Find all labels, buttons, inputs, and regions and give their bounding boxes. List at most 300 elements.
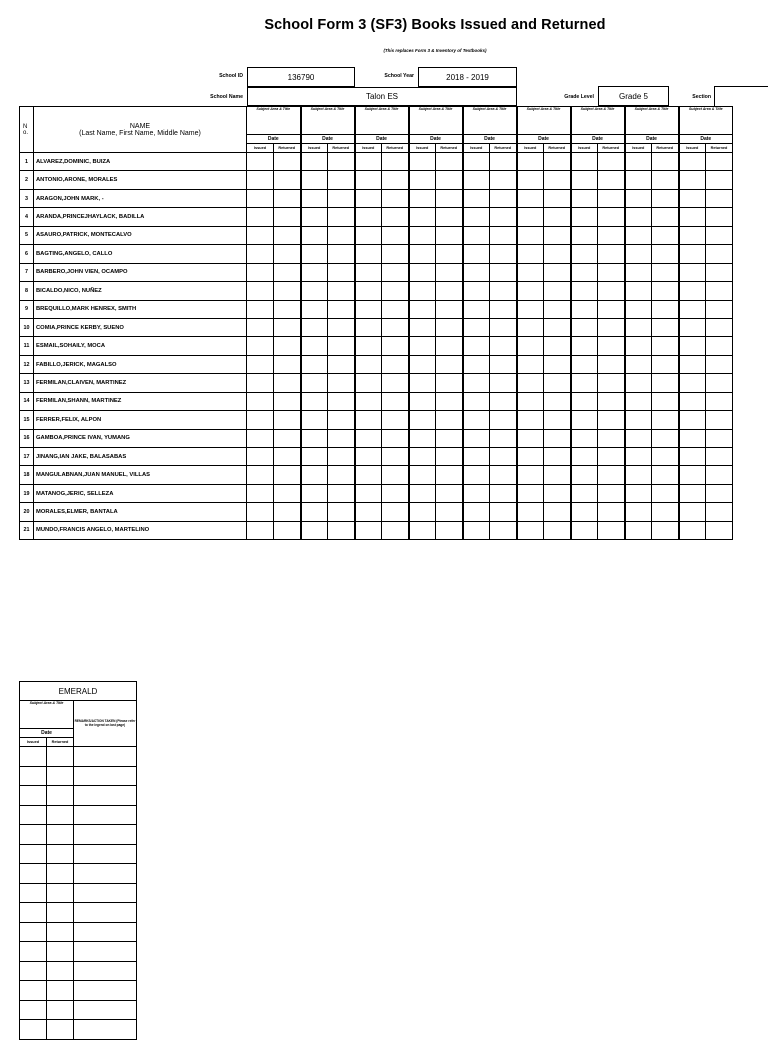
returned-date-cell[interactable]	[274, 226, 301, 244]
returned-date-cell[interactable]	[328, 466, 355, 484]
emerald-returned-cell[interactable]	[47, 942, 74, 962]
issued-date-cell[interactable]	[625, 466, 652, 484]
returned-date-cell[interactable]	[598, 245, 625, 263]
issued-date-cell[interactable]	[301, 448, 328, 466]
issued-date-cell[interactable]	[355, 355, 382, 373]
issued-date-cell[interactable]	[409, 521, 436, 539]
returned-date-cell[interactable]	[328, 263, 355, 281]
returned-date-cell[interactable]	[274, 245, 301, 263]
issued-date-cell[interactable]	[625, 411, 652, 429]
emerald-returned-cell[interactable]	[47, 883, 74, 903]
returned-date-cell[interactable]	[490, 429, 517, 447]
returned-date-cell[interactable]	[706, 208, 733, 226]
issued-date-cell[interactable]	[247, 392, 274, 410]
issued-date-cell[interactable]	[517, 521, 544, 539]
issued-date-cell[interactable]	[517, 189, 544, 207]
returned-date-cell[interactable]	[382, 503, 409, 521]
returned-date-cell[interactable]	[652, 318, 679, 336]
returned-date-cell[interactable]	[598, 503, 625, 521]
returned-date-cell[interactable]	[436, 521, 463, 539]
issued-date-cell[interactable]	[517, 153, 544, 171]
returned-date-cell[interactable]	[274, 282, 301, 300]
returned-date-cell[interactable]	[652, 484, 679, 502]
returned-date-cell[interactable]	[652, 171, 679, 189]
issued-date-cell[interactable]	[247, 318, 274, 336]
returned-date-cell[interactable]	[382, 300, 409, 318]
issued-date-cell[interactable]	[355, 521, 382, 539]
school-id-field[interactable]: 136790	[247, 67, 355, 87]
returned-date-cell[interactable]	[598, 411, 625, 429]
issued-date-cell[interactable]	[301, 337, 328, 355]
returned-date-cell[interactable]	[274, 171, 301, 189]
returned-date-cell[interactable]	[598, 355, 625, 373]
returned-date-cell[interactable]	[274, 503, 301, 521]
returned-date-cell[interactable]	[382, 374, 409, 392]
returned-date-cell[interactable]	[382, 153, 409, 171]
returned-date-cell[interactable]	[382, 521, 409, 539]
issued-date-cell[interactable]	[463, 448, 490, 466]
returned-date-cell[interactable]	[436, 374, 463, 392]
issued-date-cell[interactable]	[355, 300, 382, 318]
issued-date-cell[interactable]	[355, 503, 382, 521]
issued-date-cell[interactable]	[571, 392, 598, 410]
returned-date-cell[interactable]	[706, 337, 733, 355]
issued-date-cell[interactable]	[679, 245, 706, 263]
returned-date-cell[interactable]	[544, 521, 571, 539]
emerald-returned-cell[interactable]	[47, 1000, 74, 1020]
issued-date-cell[interactable]	[409, 189, 436, 207]
issued-date-cell[interactable]	[355, 226, 382, 244]
returned-date-cell[interactable]	[328, 282, 355, 300]
issued-date-cell[interactable]	[625, 263, 652, 281]
returned-date-cell[interactable]	[436, 429, 463, 447]
issued-date-cell[interactable]	[463, 355, 490, 373]
issued-date-cell[interactable]	[301, 411, 328, 429]
issued-date-cell[interactable]	[247, 300, 274, 318]
returned-date-cell[interactable]	[328, 153, 355, 171]
issued-date-cell[interactable]	[355, 484, 382, 502]
remarks-cell[interactable]	[74, 981, 137, 1001]
returned-date-cell[interactable]	[382, 448, 409, 466]
issued-date-cell[interactable]	[679, 466, 706, 484]
returned-date-cell[interactable]	[490, 282, 517, 300]
issued-date-cell[interactable]	[571, 411, 598, 429]
issued-date-cell[interactable]	[355, 466, 382, 484]
returned-date-cell[interactable]	[382, 355, 409, 373]
section-field[interactable]	[714, 86, 768, 106]
issued-date-cell[interactable]	[247, 466, 274, 484]
issued-date-cell[interactable]	[679, 226, 706, 244]
returned-date-cell[interactable]	[706, 374, 733, 392]
issued-date-cell[interactable]	[409, 318, 436, 336]
emerald-issued-cell[interactable]	[20, 961, 47, 981]
issued-date-cell[interactable]	[409, 411, 436, 429]
returned-date-cell[interactable]	[706, 484, 733, 502]
issued-date-cell[interactable]	[517, 300, 544, 318]
issued-date-cell[interactable]	[625, 484, 652, 502]
emerald-returned-cell[interactable]	[47, 766, 74, 786]
returned-date-cell[interactable]	[652, 300, 679, 318]
returned-date-cell[interactable]	[598, 392, 625, 410]
returned-date-cell[interactable]	[328, 208, 355, 226]
returned-date-cell[interactable]	[328, 245, 355, 263]
issued-date-cell[interactable]	[679, 153, 706, 171]
issued-date-cell[interactable]	[679, 263, 706, 281]
issued-date-cell[interactable]	[517, 392, 544, 410]
issued-date-cell[interactable]	[571, 171, 598, 189]
emerald-returned-cell[interactable]	[47, 864, 74, 884]
issued-date-cell[interactable]	[679, 484, 706, 502]
returned-date-cell[interactable]	[436, 337, 463, 355]
issued-date-cell[interactable]	[247, 208, 274, 226]
returned-date-cell[interactable]	[544, 355, 571, 373]
emerald-returned-cell[interactable]	[47, 981, 74, 1001]
returned-date-cell[interactable]	[652, 355, 679, 373]
returned-date-cell[interactable]	[544, 411, 571, 429]
issued-date-cell[interactable]	[463, 521, 490, 539]
issued-date-cell[interactable]	[409, 484, 436, 502]
issued-date-cell[interactable]	[517, 245, 544, 263]
returned-date-cell[interactable]	[490, 466, 517, 484]
returned-date-cell[interactable]	[490, 263, 517, 281]
returned-date-cell[interactable]	[706, 392, 733, 410]
issued-date-cell[interactable]	[571, 521, 598, 539]
returned-date-cell[interactable]	[598, 429, 625, 447]
returned-date-cell[interactable]	[598, 466, 625, 484]
returned-date-cell[interactable]	[328, 429, 355, 447]
issued-date-cell[interactable]	[463, 374, 490, 392]
returned-date-cell[interactable]	[328, 337, 355, 355]
emerald-returned-cell[interactable]	[47, 825, 74, 845]
returned-date-cell[interactable]	[490, 503, 517, 521]
issued-date-cell[interactable]	[355, 392, 382, 410]
issued-date-cell[interactable]	[463, 189, 490, 207]
emerald-issued-cell[interactable]	[20, 747, 47, 767]
issued-date-cell[interactable]	[409, 392, 436, 410]
issued-date-cell[interactable]	[571, 318, 598, 336]
issued-date-cell[interactable]	[355, 263, 382, 281]
issued-date-cell[interactable]	[247, 337, 274, 355]
emerald-returned-cell[interactable]	[47, 922, 74, 942]
returned-date-cell[interactable]	[436, 484, 463, 502]
issued-date-cell[interactable]	[409, 374, 436, 392]
issued-date-cell[interactable]	[517, 208, 544, 226]
emerald-issued-cell[interactable]	[20, 786, 47, 806]
issued-date-cell[interactable]	[571, 448, 598, 466]
issued-date-cell[interactable]	[517, 263, 544, 281]
issued-date-cell[interactable]	[463, 245, 490, 263]
issued-date-cell[interactable]	[679, 521, 706, 539]
returned-date-cell[interactable]	[598, 263, 625, 281]
issued-date-cell[interactable]	[625, 503, 652, 521]
issued-date-cell[interactable]	[409, 282, 436, 300]
issued-date-cell[interactable]	[409, 171, 436, 189]
returned-date-cell[interactable]	[436, 282, 463, 300]
school-year-field[interactable]: 2018 - 2019	[418, 67, 517, 87]
issued-date-cell[interactable]	[301, 171, 328, 189]
returned-date-cell[interactable]	[652, 226, 679, 244]
remarks-cell[interactable]	[74, 747, 137, 767]
returned-date-cell[interactable]	[652, 503, 679, 521]
returned-date-cell[interactable]	[274, 263, 301, 281]
returned-date-cell[interactable]	[382, 245, 409, 263]
issued-date-cell[interactable]	[355, 171, 382, 189]
issued-date-cell[interactable]	[355, 374, 382, 392]
returned-date-cell[interactable]	[490, 189, 517, 207]
returned-date-cell[interactable]	[274, 189, 301, 207]
returned-date-cell[interactable]	[544, 337, 571, 355]
issued-date-cell[interactable]	[355, 337, 382, 355]
issued-date-cell[interactable]	[625, 374, 652, 392]
remarks-cell[interactable]	[74, 961, 137, 981]
returned-date-cell[interactable]	[598, 189, 625, 207]
issued-date-cell[interactable]	[301, 429, 328, 447]
issued-date-cell[interactable]	[571, 153, 598, 171]
issued-date-cell[interactable]	[571, 337, 598, 355]
issued-date-cell[interactable]	[463, 171, 490, 189]
issued-date-cell[interactable]	[463, 318, 490, 336]
issued-date-cell[interactable]	[571, 374, 598, 392]
returned-date-cell[interactable]	[598, 171, 625, 189]
returned-date-cell[interactable]	[436, 355, 463, 373]
emerald-issued-cell[interactable]	[20, 844, 47, 864]
issued-date-cell[interactable]	[571, 484, 598, 502]
returned-date-cell[interactable]	[382, 337, 409, 355]
issued-date-cell[interactable]	[679, 411, 706, 429]
returned-date-cell[interactable]	[706, 355, 733, 373]
returned-date-cell[interactable]	[652, 521, 679, 539]
issued-date-cell[interactable]	[679, 318, 706, 336]
returned-date-cell[interactable]	[598, 153, 625, 171]
issued-date-cell[interactable]	[517, 318, 544, 336]
returned-date-cell[interactable]	[544, 484, 571, 502]
issued-date-cell[interactable]	[679, 374, 706, 392]
remarks-cell[interactable]	[74, 1020, 137, 1040]
returned-date-cell[interactable]	[652, 392, 679, 410]
issued-date-cell[interactable]	[679, 392, 706, 410]
issued-date-cell[interactable]	[571, 282, 598, 300]
issued-date-cell[interactable]	[625, 429, 652, 447]
returned-date-cell[interactable]	[652, 189, 679, 207]
issued-date-cell[interactable]	[517, 282, 544, 300]
returned-date-cell[interactable]	[652, 448, 679, 466]
returned-date-cell[interactable]	[274, 374, 301, 392]
emerald-issued-cell[interactable]	[20, 942, 47, 962]
issued-date-cell[interactable]	[463, 503, 490, 521]
issued-date-cell[interactable]	[301, 503, 328, 521]
returned-date-cell[interactable]	[436, 226, 463, 244]
returned-date-cell[interactable]	[544, 263, 571, 281]
issued-date-cell[interactable]	[517, 171, 544, 189]
returned-date-cell[interactable]	[598, 484, 625, 502]
returned-date-cell[interactable]	[382, 226, 409, 244]
issued-date-cell[interactable]	[247, 521, 274, 539]
returned-date-cell[interactable]	[490, 208, 517, 226]
issued-date-cell[interactable]	[571, 429, 598, 447]
returned-date-cell[interactable]	[490, 484, 517, 502]
issued-date-cell[interactable]	[301, 374, 328, 392]
returned-date-cell[interactable]	[652, 245, 679, 263]
issued-date-cell[interactable]	[301, 466, 328, 484]
returned-date-cell[interactable]	[328, 318, 355, 336]
returned-date-cell[interactable]	[328, 503, 355, 521]
issued-date-cell[interactable]	[409, 245, 436, 263]
issued-date-cell[interactable]	[301, 226, 328, 244]
grade-level-field[interactable]: Grade 5	[598, 86, 669, 106]
emerald-issued-cell[interactable]	[20, 1020, 47, 1040]
returned-date-cell[interactable]	[436, 171, 463, 189]
emerald-issued-cell[interactable]	[20, 864, 47, 884]
emerald-issued-cell[interactable]	[20, 825, 47, 845]
issued-date-cell[interactable]	[679, 337, 706, 355]
returned-date-cell[interactable]	[490, 411, 517, 429]
issued-date-cell[interactable]	[625, 189, 652, 207]
returned-date-cell[interactable]	[544, 171, 571, 189]
emerald-issued-cell[interactable]	[20, 766, 47, 786]
issued-date-cell[interactable]	[463, 226, 490, 244]
remarks-cell[interactable]	[74, 1000, 137, 1020]
issued-date-cell[interactable]	[463, 153, 490, 171]
issued-date-cell[interactable]	[409, 263, 436, 281]
returned-date-cell[interactable]	[706, 300, 733, 318]
returned-date-cell[interactable]	[544, 300, 571, 318]
issued-date-cell[interactable]	[517, 355, 544, 373]
issued-date-cell[interactable]	[247, 153, 274, 171]
issued-date-cell[interactable]	[625, 282, 652, 300]
emerald-issued-cell[interactable]	[20, 1000, 47, 1020]
issued-date-cell[interactable]	[571, 226, 598, 244]
issued-date-cell[interactable]	[247, 374, 274, 392]
issued-date-cell[interactable]	[625, 171, 652, 189]
remarks-cell[interactable]	[74, 805, 137, 825]
issued-date-cell[interactable]	[517, 484, 544, 502]
returned-date-cell[interactable]	[706, 171, 733, 189]
returned-date-cell[interactable]	[490, 226, 517, 244]
issued-date-cell[interactable]	[409, 448, 436, 466]
emerald-returned-cell[interactable]	[47, 903, 74, 923]
returned-date-cell[interactable]	[490, 392, 517, 410]
issued-date-cell[interactable]	[463, 429, 490, 447]
issued-date-cell[interactable]	[679, 282, 706, 300]
issued-date-cell[interactable]	[625, 208, 652, 226]
issued-date-cell[interactable]	[463, 392, 490, 410]
returned-date-cell[interactable]	[328, 374, 355, 392]
returned-date-cell[interactable]	[706, 245, 733, 263]
issued-date-cell[interactable]	[463, 300, 490, 318]
issued-date-cell[interactable]	[247, 355, 274, 373]
returned-date-cell[interactable]	[328, 521, 355, 539]
remarks-cell[interactable]	[74, 864, 137, 884]
issued-date-cell[interactable]	[463, 282, 490, 300]
returned-date-cell[interactable]	[652, 263, 679, 281]
returned-date-cell[interactable]	[382, 171, 409, 189]
issued-date-cell[interactable]	[355, 282, 382, 300]
issued-date-cell[interactable]	[571, 503, 598, 521]
returned-date-cell[interactable]	[436, 245, 463, 263]
issued-date-cell[interactable]	[625, 300, 652, 318]
issued-date-cell[interactable]	[679, 429, 706, 447]
returned-date-cell[interactable]	[706, 448, 733, 466]
issued-date-cell[interactable]	[463, 466, 490, 484]
issued-date-cell[interactable]	[247, 263, 274, 281]
returned-date-cell[interactable]	[328, 392, 355, 410]
returned-date-cell[interactable]	[382, 392, 409, 410]
issued-date-cell[interactable]	[679, 171, 706, 189]
issued-date-cell[interactable]	[247, 411, 274, 429]
returned-date-cell[interactable]	[598, 337, 625, 355]
returned-date-cell[interactable]	[274, 484, 301, 502]
returned-date-cell[interactable]	[328, 171, 355, 189]
returned-date-cell[interactable]	[274, 355, 301, 373]
returned-date-cell[interactable]	[274, 429, 301, 447]
issued-date-cell[interactable]	[571, 245, 598, 263]
school-name-field[interactable]: Talon ES	[247, 87, 517, 106]
returned-date-cell[interactable]	[436, 503, 463, 521]
returned-date-cell[interactable]	[490, 171, 517, 189]
returned-date-cell[interactable]	[274, 392, 301, 410]
issued-date-cell[interactable]	[409, 300, 436, 318]
returned-date-cell[interactable]	[652, 153, 679, 171]
issued-date-cell[interactable]	[355, 208, 382, 226]
returned-date-cell[interactable]	[274, 337, 301, 355]
remarks-cell[interactable]	[74, 883, 137, 903]
returned-date-cell[interactable]	[274, 318, 301, 336]
issued-date-cell[interactable]	[517, 503, 544, 521]
returned-date-cell[interactable]	[490, 521, 517, 539]
issued-date-cell[interactable]	[463, 337, 490, 355]
issued-date-cell[interactable]	[679, 189, 706, 207]
issued-date-cell[interactable]	[679, 448, 706, 466]
returned-date-cell[interactable]	[706, 466, 733, 484]
issued-date-cell[interactable]	[355, 411, 382, 429]
issued-date-cell[interactable]	[517, 466, 544, 484]
returned-date-cell[interactable]	[544, 245, 571, 263]
returned-date-cell[interactable]	[490, 300, 517, 318]
issued-date-cell[interactable]	[355, 245, 382, 263]
emerald-returned-cell[interactable]	[47, 961, 74, 981]
issued-date-cell[interactable]	[517, 226, 544, 244]
returned-date-cell[interactable]	[490, 153, 517, 171]
remarks-cell[interactable]	[74, 825, 137, 845]
returned-date-cell[interactable]	[598, 282, 625, 300]
issued-date-cell[interactable]	[301, 318, 328, 336]
returned-date-cell[interactable]	[544, 448, 571, 466]
returned-date-cell[interactable]	[382, 263, 409, 281]
issued-date-cell[interactable]	[301, 263, 328, 281]
issued-date-cell[interactable]	[301, 282, 328, 300]
issued-date-cell[interactable]	[625, 521, 652, 539]
issued-date-cell[interactable]	[679, 208, 706, 226]
returned-date-cell[interactable]	[706, 153, 733, 171]
issued-date-cell[interactable]	[301, 208, 328, 226]
returned-date-cell[interactable]	[382, 208, 409, 226]
issued-date-cell[interactable]	[247, 429, 274, 447]
returned-date-cell[interactable]	[436, 392, 463, 410]
remarks-cell[interactable]	[74, 903, 137, 923]
returned-date-cell[interactable]	[598, 318, 625, 336]
returned-date-cell[interactable]	[598, 300, 625, 318]
returned-date-cell[interactable]	[544, 503, 571, 521]
returned-date-cell[interactable]	[274, 521, 301, 539]
returned-date-cell[interactable]	[544, 392, 571, 410]
returned-date-cell[interactable]	[274, 153, 301, 171]
issued-date-cell[interactable]	[301, 355, 328, 373]
issued-date-cell[interactable]	[517, 337, 544, 355]
returned-date-cell[interactable]	[382, 282, 409, 300]
returned-date-cell[interactable]	[652, 282, 679, 300]
issued-date-cell[interactable]	[517, 448, 544, 466]
issued-date-cell[interactable]	[409, 226, 436, 244]
